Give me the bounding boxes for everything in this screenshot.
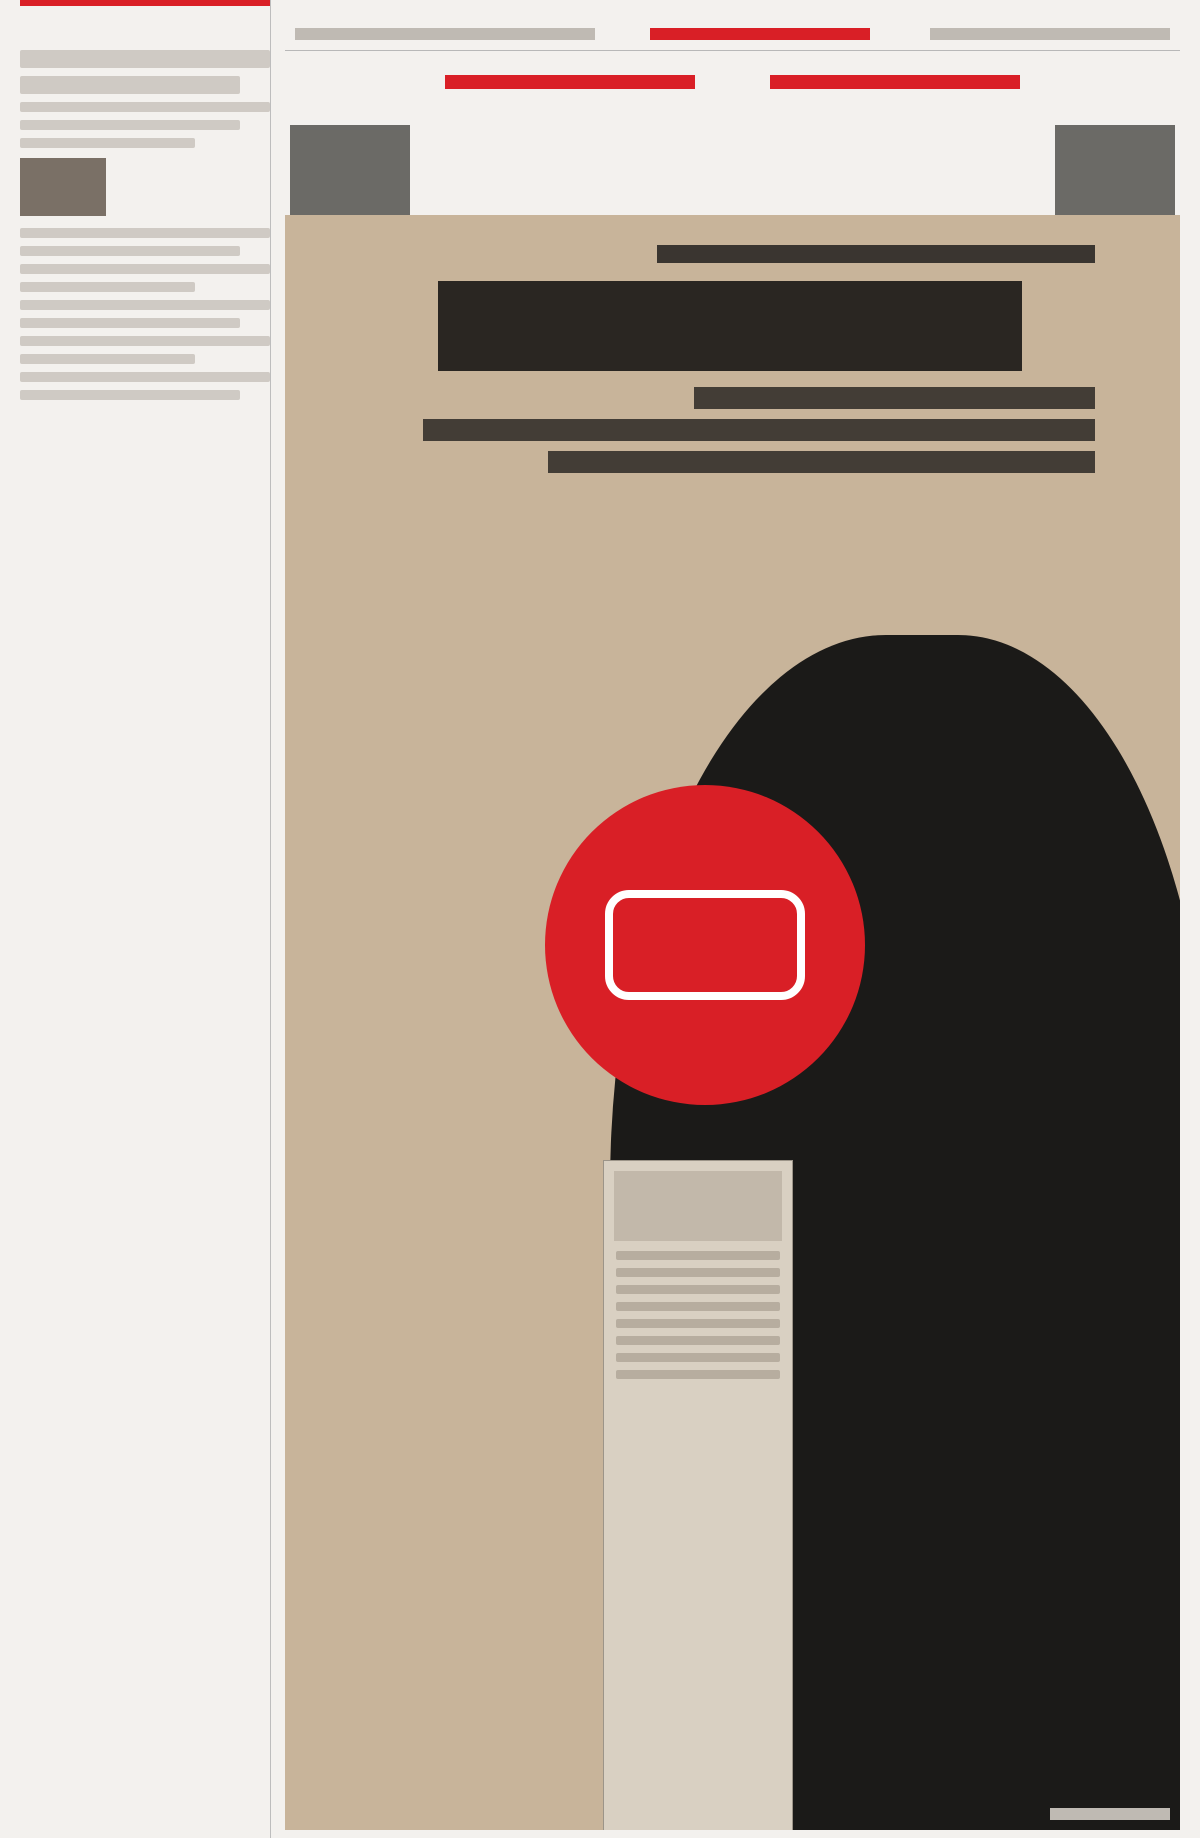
editorial-body-line: [20, 372, 270, 382]
editorial-column: [20, 0, 271, 1838]
brand-logo: [545, 785, 865, 1105]
subhead-line: [548, 451, 1096, 473]
main-feature: [285, 215, 1180, 1830]
editorial-body-line: [20, 318, 240, 328]
inset-body-line: [616, 1336, 780, 1345]
editorial-body-line: [20, 228, 270, 238]
paper-name: [650, 28, 870, 40]
inset-body-line: [616, 1285, 780, 1294]
editorial-body-line: [20, 300, 270, 310]
author-portrait: [20, 158, 106, 216]
editorial-summary-line: [20, 120, 240, 130]
inset-body-line: [616, 1370, 780, 1379]
inset-header: [614, 1171, 782, 1241]
inset-column: [603, 1160, 793, 1830]
masthead: [285, 20, 1180, 51]
main-headline: [438, 281, 1022, 371]
photo-credit: [1050, 1808, 1170, 1820]
issue-date: [295, 28, 595, 40]
editorial-body-line: [20, 354, 195, 364]
editorial-body-line: [20, 264, 270, 274]
editorial-headline: [20, 50, 270, 68]
editorial-body-line: [20, 336, 270, 346]
issue-info: [930, 28, 1170, 40]
brand-logo-mark: [605, 890, 805, 1000]
inset-body-line: [616, 1319, 780, 1328]
inset-body-line: [616, 1268, 780, 1277]
inset-body-line: [616, 1353, 780, 1362]
top-stories: [285, 55, 1180, 216]
editorial-summary-line: [20, 102, 270, 112]
section-tag: [20, 0, 270, 32]
subhead-line: [694, 387, 1096, 409]
subhead-line: [423, 419, 1095, 441]
top-right-headline: [770, 75, 1020, 89]
editorial-body-line: [20, 246, 240, 256]
editorial-headline-line2: [20, 76, 240, 94]
editorial-summary-line: [20, 138, 195, 148]
kicker-line: [657, 245, 1095, 263]
inset-body-line: [616, 1302, 780, 1311]
main-headline-block: [365, 235, 1095, 483]
editorial-body-line: [20, 282, 195, 292]
top-left-headline: [445, 75, 695, 89]
editorial-body-line: [20, 390, 240, 400]
inset-body-line: [616, 1251, 780, 1260]
